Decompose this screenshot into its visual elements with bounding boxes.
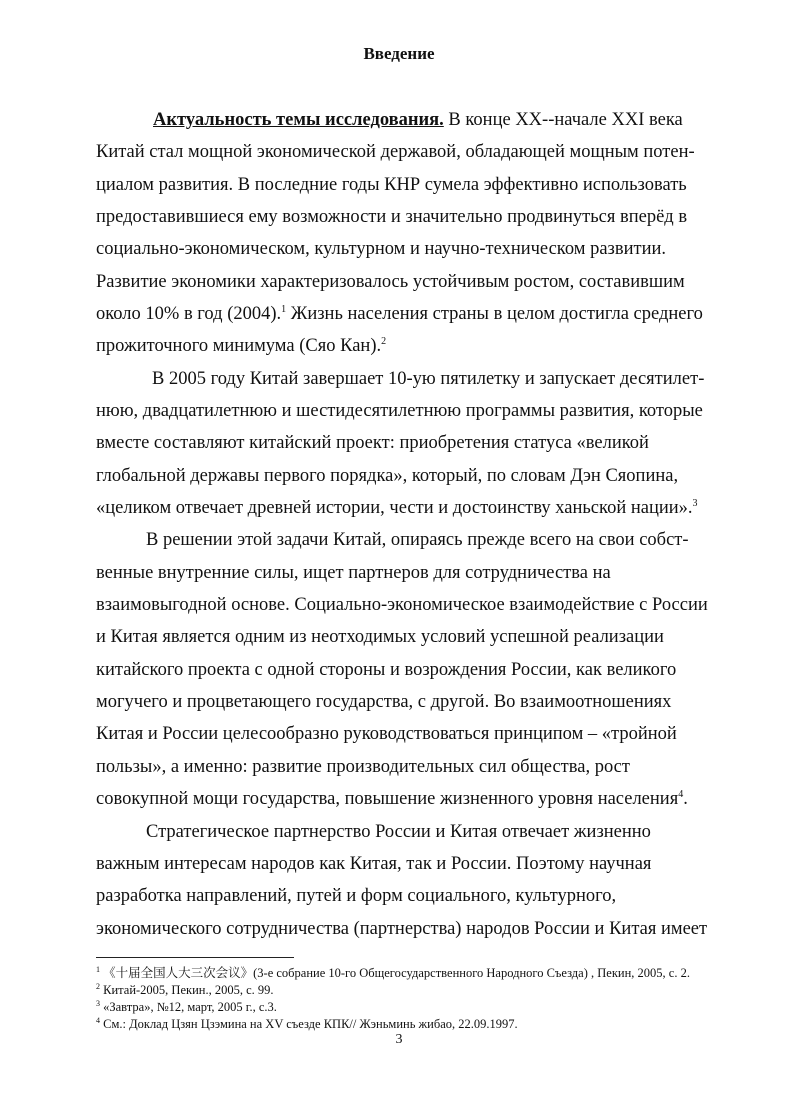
section-heading: Актуальность темы исследования. xyxy=(153,110,444,130)
footnote-ref: 4 xyxy=(678,788,684,800)
text-line: могучего и процветающего государства, с другой. Во взаимоотношениях xyxy=(96,692,672,712)
text-line xyxy=(96,335,736,357)
footnote-text: См.: Доклад Цзян Цзэмина на XV съезде КПК// Жэньминь жибао, 22.09.1997. xyxy=(103,1017,518,1031)
footnote xyxy=(96,1000,277,1015)
text-line: экономического сотрудничества (партнерства) народов России и Китая имеет xyxy=(96,919,708,939)
text-line: венные внутренние силы, ищет партнеров для сотрудничества на xyxy=(96,563,611,583)
text-line: нюю, двадцатилетнюю и шестидесятилетнюю программы развития, которые xyxy=(96,401,703,421)
text-line: В решении этой задачи Китай, опираясь прежде всего на свои собст- xyxy=(146,530,689,550)
footnote-text: «Завтра», №12, март, 2005 г., с.3. xyxy=(103,1000,277,1014)
footnote xyxy=(96,1017,518,1032)
text-line: и Китая является одним из неотходимых условий успешной реализации xyxy=(96,627,664,647)
text-line: Китай стал мощной экономической державой, обладающей мощным потен- xyxy=(96,142,695,162)
text-line: Стратегическое партнерство России и Китая отвечает жизненно xyxy=(146,822,651,842)
text-span: прожиточного минимума (Сяо Кан). xyxy=(96,336,382,356)
text-span: Жизнь населения страны в целом достигла среднего xyxy=(286,304,703,324)
text-line xyxy=(96,788,736,810)
page-title: Введение xyxy=(363,44,435,63)
text-line: социально-экономическом, культурном и научно-техническом развитии. xyxy=(96,239,666,259)
text-line: циалом развития. В последние годы КНР сумела эффективно использовать xyxy=(96,175,687,195)
footnote-number: 4 xyxy=(96,1015,100,1025)
footnote-ref: 2 xyxy=(381,335,387,347)
text-span: «целиком отвечает древней истории, чести и достоинству ханьской нации». xyxy=(96,498,693,518)
text-line: Развитие экономики характеризовалось устойчивым ростом, составившим xyxy=(96,272,685,292)
text-line: предоставившиеся ему возможности и значительно продвинуться вперёд в xyxy=(96,207,688,227)
footnote-ref: 1 xyxy=(281,303,287,315)
text-line xyxy=(153,109,736,131)
text-line xyxy=(96,303,736,325)
text-line: В 2005 году Китай завершает 10-ую пятилетку и запускает десятилет- xyxy=(152,369,705,389)
text-line: разработка направлений, путей и форм социального, культурного, xyxy=(96,886,617,906)
footnote-number: 2 xyxy=(96,981,100,991)
text-line xyxy=(96,497,736,519)
footnote-number: 3 xyxy=(96,998,100,1008)
page-number: 3 xyxy=(395,1032,403,1047)
footnote xyxy=(96,966,690,981)
text-span: совокупной мощи государства, повышение жизненного уровня населения xyxy=(96,789,679,809)
footnote-number: 1 xyxy=(96,964,100,974)
footnote-separator xyxy=(96,957,294,958)
text-line: пользы», а именно: развитие производительных сил общества, рост xyxy=(96,757,630,777)
text-span: В конце XX--начале XXI века xyxy=(448,110,683,130)
text-line: важным интересам народов как Китая, так и России. Поэтому научная xyxy=(96,854,652,874)
text-line: взаимовыгодной основе. Социально-экономическое взаимодействие с России xyxy=(96,595,708,615)
text-line: глобальной державы первого порядка», который, по словам Дэн Сяопина, xyxy=(96,466,679,486)
footnote xyxy=(96,983,274,998)
text-line: Китая и России целесообразно руководствоваться принципом – «тройной xyxy=(96,724,677,744)
text-span: . xyxy=(683,789,688,809)
text-span: около 10% в год (2004). xyxy=(96,304,282,324)
text-line: вместе составляют китайский проект: приобретения статуса «великой xyxy=(96,433,649,453)
footnote-text: 《十届全国人大三次会议》(3-е собрание 10-го Общегосударственного Народного Съезда) , Пекин, 2005, с. 2. xyxy=(103,966,690,980)
text-line: китайского проекта с одной стороны и возрождения России, как великого xyxy=(96,660,677,680)
footnote-ref: 3 xyxy=(692,497,698,509)
footnote-text: Китай-2005, Пекин., 2005, с. 99. xyxy=(103,983,274,997)
